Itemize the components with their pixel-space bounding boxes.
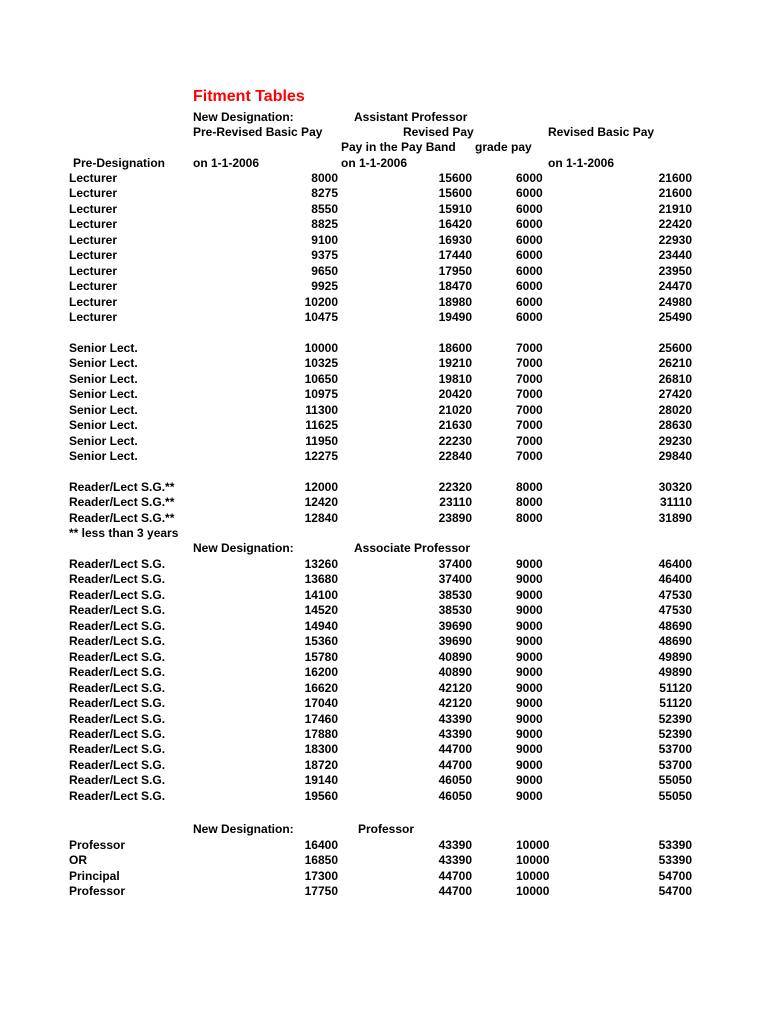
pay-band-cell: 15910 xyxy=(438,201,472,216)
table-row xyxy=(0,387,768,402)
revised-basic-pay-cell: 21600 xyxy=(658,171,692,185)
pre-revised-pay-cell: 14940 xyxy=(304,618,338,633)
grade-pay-cell: 6000 xyxy=(516,263,543,278)
grade-pay-cell: 7000 xyxy=(516,356,543,371)
table-row xyxy=(0,853,768,868)
designation-cell: Reader/Lect S.G. xyxy=(69,742,166,757)
pay-band-cell: 22840 xyxy=(438,449,472,464)
pre-revised-pay-cell: 14100 xyxy=(304,587,338,602)
grade-pay-cell: 7000 xyxy=(516,341,543,355)
designation-cell: OR xyxy=(69,853,87,868)
revised-basic-pay-cell: 54700 xyxy=(658,884,692,899)
designation-cell: Senior Lect. xyxy=(69,449,138,464)
table-row xyxy=(0,480,768,495)
table-row xyxy=(0,588,768,603)
footnote: ** less than 3 years xyxy=(69,526,179,540)
pay-in-band-label: Pay in the Pay Band xyxy=(341,140,456,154)
grade-pay-label: grade pay xyxy=(475,140,532,154)
table-row xyxy=(0,434,768,449)
table-row xyxy=(0,403,768,418)
pre-revised-pay-cell: 17880 xyxy=(304,726,338,741)
designation-cell: Lecturer xyxy=(69,310,118,325)
designation-cell: Senior Lect. xyxy=(69,418,138,433)
grade-pay-cell: 10000 xyxy=(516,884,550,899)
pre-designation-label: Pre-Designation xyxy=(73,156,166,170)
pay-band-cell: 19490 xyxy=(438,310,472,325)
pre-revised-pay-cell: 16620 xyxy=(304,680,338,695)
revised-basic-pay-cell: 22930 xyxy=(658,232,692,247)
table-row xyxy=(0,650,768,665)
grade-pay-cell: 9000 xyxy=(516,634,543,649)
pay-band-cell: 22230 xyxy=(438,433,472,448)
revised-basic-pay-cell: 52390 xyxy=(658,726,692,741)
grade-pay-cell: 9000 xyxy=(516,665,543,680)
pay-band-cell: 39690 xyxy=(438,618,472,633)
grade-pay-cell: 10000 xyxy=(516,853,550,868)
grade-pay-cell: 10000 xyxy=(516,838,550,852)
pay-band-cell: 23890 xyxy=(438,510,472,525)
pay-band-cell: 18600 xyxy=(438,341,472,355)
grade-pay-cell: 6000 xyxy=(516,201,543,216)
pay-band-cell: 22320 xyxy=(438,480,472,494)
revised-basic-pay-cell: 21910 xyxy=(658,201,692,216)
grade-pay-cell: 9000 xyxy=(516,603,543,618)
date-pay-band: on 1-1-2006 xyxy=(341,156,408,170)
pre-revised-pay-cell: 11625 xyxy=(305,418,338,433)
table-row xyxy=(0,665,768,680)
grade-pay-cell: 6000 xyxy=(516,310,543,325)
pay-band-cell: 43390 xyxy=(438,838,472,852)
pre-revised-pay-cell: 9925 xyxy=(311,279,338,294)
grade-pay-cell: 9000 xyxy=(516,557,543,571)
grade-pay-cell: 9000 xyxy=(516,696,543,711)
table-row xyxy=(0,696,768,711)
revised-basic-pay-cell: 53390 xyxy=(658,853,692,868)
designation-cell: Reader/Lect S.G.** xyxy=(69,495,175,510)
revised-basic-pay-cell: 53700 xyxy=(658,742,692,757)
designation-cell: Lecturer xyxy=(69,263,118,278)
table-row xyxy=(0,712,768,727)
pre-revised-pay-cell: 19560 xyxy=(304,788,338,803)
grade-pay-cell: 7000 xyxy=(516,433,543,448)
table-row xyxy=(0,295,768,310)
table-row xyxy=(0,773,768,788)
pre-revised-pay-cell: 15780 xyxy=(304,649,338,664)
designation-cell: Lecturer xyxy=(69,232,118,247)
pre-revised-pay-cell: 10200 xyxy=(304,294,338,309)
table-row xyxy=(0,838,768,853)
revised-basic-pay-cell: 49890 xyxy=(658,649,692,664)
pay-band-cell: 43390 xyxy=(438,853,472,868)
pre-revised-pay-cell: 10325 xyxy=(304,356,338,371)
table-row xyxy=(0,727,768,742)
revised-basic-pay-cell: 26810 xyxy=(658,371,692,386)
table-row xyxy=(0,884,768,899)
pre-revised-pay-cell: 10650 xyxy=(304,371,338,386)
designation-cell: Reader/Lect S.G.** xyxy=(69,480,175,494)
pay-band-cell: 46050 xyxy=(438,788,472,803)
designation-cell: Senior Lect. xyxy=(69,433,138,448)
revised-basic-pay-cell: 30320 xyxy=(658,480,692,494)
revised-basic-pay-cell: 47530 xyxy=(658,603,692,618)
table-row xyxy=(0,418,768,433)
new-designation-value: Assistant Professor xyxy=(354,110,468,124)
table-row xyxy=(0,495,768,510)
table-row xyxy=(0,248,768,263)
pre-revised-pay-cell: 8550 xyxy=(311,201,338,216)
pre-revised-pay-cell: 11300 xyxy=(305,402,338,417)
pre-revised-pay-cell: 16200 xyxy=(304,665,338,680)
pre-revised-pay-cell: 16850 xyxy=(304,853,338,868)
grade-pay-cell: 9000 xyxy=(516,742,543,757)
grade-pay-cell: 9000 xyxy=(516,649,543,664)
table-row xyxy=(0,603,768,618)
designation-cell: Reader/Lect S.G. xyxy=(69,618,166,633)
revised-basic-pay-cell: 27420 xyxy=(658,387,692,402)
pay-band-cell: 23110 xyxy=(439,495,472,510)
revised-basic-pay-cell: 53700 xyxy=(658,757,692,772)
designation-cell: Senior Lect. xyxy=(69,387,138,402)
pre-revised-pay-cell: 10000 xyxy=(304,341,338,355)
pay-band-cell: 44700 xyxy=(438,757,472,772)
designation-cell: Lecturer xyxy=(69,279,118,294)
table-row xyxy=(0,449,768,464)
pay-band-cell: 43390 xyxy=(438,711,472,726)
pre-revised-pay-cell: 9375 xyxy=(311,248,338,263)
associate-designation-value: Associate Professor xyxy=(354,541,471,555)
grade-pay-cell: 6000 xyxy=(516,186,543,201)
table-row xyxy=(0,789,768,804)
pre-revised-pay-cell: 12420 xyxy=(304,495,338,510)
grade-pay-cell: 7000 xyxy=(516,371,543,386)
revised-basic-pay-cell: 55050 xyxy=(658,788,692,803)
pay-band-cell: 15600 xyxy=(438,186,472,201)
grade-pay-cell: 8000 xyxy=(516,495,543,510)
designation-cell: Lecturer xyxy=(69,186,118,201)
designation-cell: Lecturer xyxy=(69,248,118,263)
revised-basic-pay-cell: 55050 xyxy=(658,773,692,788)
grade-pay-cell: 7000 xyxy=(516,449,543,464)
revised-basic-pay-cell: 28020 xyxy=(658,402,692,417)
grade-pay-cell: 6000 xyxy=(516,248,543,263)
table-row xyxy=(0,217,768,232)
designation-cell: Senior Lect. xyxy=(69,341,138,355)
designation-cell: Lecturer xyxy=(69,217,118,232)
pre-revised-pay-cell: 12275 xyxy=(304,449,338,464)
table-row xyxy=(0,264,768,279)
pre-revised-pay-cell: 19140 xyxy=(304,773,338,788)
designation-cell: Reader/Lect S.G. xyxy=(69,665,166,680)
revised-basic-pay-cell: 29230 xyxy=(658,433,692,448)
grade-pay-cell: 9000 xyxy=(516,680,543,695)
grade-pay-cell: 6000 xyxy=(516,232,543,247)
table-row xyxy=(0,619,768,634)
revised-basic-pay-cell: 52390 xyxy=(658,711,692,726)
table-row xyxy=(0,681,768,696)
designation-cell: Reader/Lect S.G. xyxy=(69,557,166,571)
pre-revised-pay-cell: 9650 xyxy=(311,263,338,278)
designation-cell: Senior Lect. xyxy=(69,356,138,371)
grade-pay-cell: 8000 xyxy=(516,510,543,525)
revised-basic-pay-cell: 31890 xyxy=(658,510,692,525)
revised-basic-pay-cell: 21600 xyxy=(658,186,692,201)
pay-band-cell: 17440 xyxy=(438,248,472,263)
grade-pay-cell: 7000 xyxy=(516,418,543,433)
pay-band-cell: 44700 xyxy=(438,884,472,899)
pre-revised-pay-cell: 8000 xyxy=(311,171,338,185)
designation-cell: Reader/Lect S.G. xyxy=(69,649,166,664)
pay-band-cell: 37400 xyxy=(438,572,472,587)
revised-basic-pay-cell: 26210 xyxy=(658,356,692,371)
pay-band-cell: 40890 xyxy=(438,649,472,664)
designation-cell: Professor xyxy=(69,884,126,899)
designation-cell: Reader/Lect S.G. xyxy=(69,711,166,726)
professor-designation-label: New Designation: xyxy=(193,822,294,836)
designation-cell: Senior Lect. xyxy=(69,371,138,386)
table-row xyxy=(0,233,768,248)
revised-basic-pay-cell: 25490 xyxy=(658,310,692,325)
designation-cell: Reader/Lect S.G. xyxy=(69,696,166,711)
designation-cell: Reader/Lect S.G. xyxy=(69,726,166,741)
table-row xyxy=(0,869,768,884)
designation-cell: Reader/Lect S.G. xyxy=(69,634,166,649)
grade-pay-cell: 9000 xyxy=(516,711,543,726)
designation-cell: Lecturer xyxy=(69,201,118,216)
revised-basic-pay-cell: 23440 xyxy=(658,248,692,263)
revised-basic-pay-cell: 51120 xyxy=(659,680,692,695)
pay-band-cell: 20420 xyxy=(438,387,472,402)
revised-basic-pay-cell: 25600 xyxy=(658,341,692,355)
pre-revised-pay-cell: 17040 xyxy=(304,696,338,711)
pay-band-cell: 37400 xyxy=(438,557,472,571)
designation-cell: Reader/Lect S.G. xyxy=(69,788,166,803)
table-row xyxy=(0,341,768,356)
pre-revised-pay-cell: 13260 xyxy=(304,557,338,571)
pre-revised-pay-cell: 13680 xyxy=(304,572,338,587)
revised-basic-pay-cell: 46400 xyxy=(658,557,692,571)
pre-revised-pay-cell: 10475 xyxy=(304,310,338,325)
date-pre-revised: on 1-1-2006 xyxy=(193,156,260,170)
grade-pay-cell: 9000 xyxy=(516,587,543,602)
date-revised-basic: on 1-1-2006 xyxy=(548,156,615,170)
associate-designation-label: New Designation: xyxy=(193,541,294,555)
designation-cell: Senior Lect. xyxy=(69,402,138,417)
pay-band-cell: 21020 xyxy=(438,402,472,417)
revised-basic-pay-cell: 51120 xyxy=(659,696,692,711)
table-row xyxy=(0,634,768,649)
grade-pay-cell: 6000 xyxy=(516,294,543,309)
pay-band-cell: 40890 xyxy=(438,665,472,680)
pay-band-cell: 19810 xyxy=(438,371,472,386)
pay-band-cell: 19210 xyxy=(438,356,472,371)
revised-basic-pay-cell: 24470 xyxy=(658,279,692,294)
table-row xyxy=(0,310,768,325)
table-row xyxy=(0,279,768,294)
revised-basic-pay-cell: 49890 xyxy=(658,665,692,680)
table-row xyxy=(0,511,768,526)
grade-pay-cell: 9000 xyxy=(516,618,543,633)
pay-band-cell: 15600 xyxy=(438,171,472,185)
pre-revised-pay-cell: 8825 xyxy=(311,217,338,232)
table-row xyxy=(0,742,768,757)
revised-basic-pay-cell: 46400 xyxy=(658,572,692,587)
pre-revised-pay-cell: 18720 xyxy=(304,757,338,772)
grade-pay-cell: 7000 xyxy=(516,387,543,402)
revised-basic-label: Revised Basic Pay xyxy=(548,125,655,139)
pay-band-cell: 39690 xyxy=(438,634,472,649)
designation-cell: Principal xyxy=(69,868,120,883)
grade-pay-cell: 9000 xyxy=(516,773,543,788)
pre-revised-pay-cell: 16400 xyxy=(304,838,338,852)
pay-band-cell: 38530 xyxy=(438,603,472,618)
revised-basic-pay-cell: 48690 xyxy=(658,618,692,633)
table-row xyxy=(0,171,768,186)
pre-revised-pay-cell: 12840 xyxy=(304,510,338,525)
designation-cell: Reader/Lect S.G. xyxy=(69,773,166,788)
grade-pay-cell: 10000 xyxy=(516,868,550,883)
pay-band-cell: 43390 xyxy=(438,726,472,741)
revised-basic-pay-cell: 23950 xyxy=(658,263,692,278)
designation-cell: Lecturer xyxy=(69,294,118,309)
grade-pay-cell: 9000 xyxy=(516,726,543,741)
grade-pay-cell: 6000 xyxy=(516,279,543,294)
pre-revised-pay-cell: 8275 xyxy=(311,186,338,201)
designation-cell: Reader/Lect S.G. xyxy=(69,603,166,618)
designation-cell: Reader/Lect S.G.** xyxy=(69,510,175,525)
grade-pay-cell: 7000 xyxy=(516,402,543,417)
pre-revised-pay-cell: 12000 xyxy=(304,480,338,494)
revised-basic-pay-cell: 54700 xyxy=(658,868,692,883)
table-row xyxy=(0,372,768,387)
pre-revised-pay-cell: 17460 xyxy=(304,711,338,726)
pre-revised-pay-cell: 9100 xyxy=(311,232,338,247)
pay-band-cell: 17950 xyxy=(438,263,472,278)
designation-cell: Lecturer xyxy=(69,171,118,185)
pay-band-cell: 18470 xyxy=(438,279,472,294)
pre-revised-pay-cell: 18300 xyxy=(304,742,338,757)
table-row xyxy=(0,758,768,773)
grade-pay-cell: 8000 xyxy=(516,480,543,494)
table-row xyxy=(0,356,768,371)
revised-basic-pay-cell: 29840 xyxy=(658,449,692,464)
pay-band-cell: 21630 xyxy=(438,418,472,433)
pre-revised-pay-cell: 17300 xyxy=(304,868,338,883)
table-row xyxy=(0,572,768,587)
professor-designation-value: Professor xyxy=(358,822,415,836)
pre-revised-pay-cell: 10975 xyxy=(304,387,338,402)
page-title: Fitment Tables xyxy=(193,88,305,105)
grade-pay-cell: 9000 xyxy=(516,572,543,587)
pre-revised-pay-cell: 14520 xyxy=(304,603,338,618)
revised-basic-pay-cell: 53390 xyxy=(658,838,692,852)
revised-basic-pay-cell: 24980 xyxy=(658,294,692,309)
designation-cell: Reader/Lect S.G. xyxy=(69,572,166,587)
revised-basic-pay-cell: 47530 xyxy=(658,587,692,602)
designation-cell: Professor xyxy=(69,838,126,852)
grade-pay-cell: 9000 xyxy=(516,757,543,772)
pay-band-cell: 42120 xyxy=(438,680,472,695)
revised-basic-pay-cell: 22420 xyxy=(658,217,692,232)
revised-basic-pay-cell: 48690 xyxy=(658,634,692,649)
grade-pay-cell: 6000 xyxy=(516,171,543,185)
revised-basic-pay-cell: 28630 xyxy=(658,418,692,433)
table-row xyxy=(0,186,768,201)
pay-band-cell: 44700 xyxy=(438,868,472,883)
pay-band-cell: 42120 xyxy=(438,696,472,711)
pay-band-cell: 46050 xyxy=(438,773,472,788)
grade-pay-cell: 9000 xyxy=(516,788,543,803)
revised-pay-label: Revised Pay xyxy=(403,125,474,139)
designation-cell: Reader/Lect S.G. xyxy=(69,757,166,772)
designation-cell: Reader/Lect S.G. xyxy=(69,587,166,602)
grade-pay-cell: 6000 xyxy=(516,217,543,232)
pay-band-cell: 44700 xyxy=(438,742,472,757)
new-designation-label: New Designation: xyxy=(193,110,294,124)
pre-revised-pay-cell: 15360 xyxy=(304,634,338,649)
pre-revised-pay-cell: 17750 xyxy=(304,884,338,899)
revised-basic-pay-cell: 31110 xyxy=(659,495,692,510)
pay-band-cell: 18980 xyxy=(438,294,472,309)
pre-revised-pay-cell: 11950 xyxy=(305,433,338,448)
pay-band-cell: 38530 xyxy=(438,587,472,602)
table-row xyxy=(0,202,768,217)
pay-band-cell: 16930 xyxy=(438,232,472,247)
pay-band-cell: 16420 xyxy=(438,217,472,232)
table-row xyxy=(0,557,768,572)
pre-revised-label: Pre-Revised Basic Pay xyxy=(193,125,323,139)
designation-cell: Reader/Lect S.G. xyxy=(69,680,166,695)
